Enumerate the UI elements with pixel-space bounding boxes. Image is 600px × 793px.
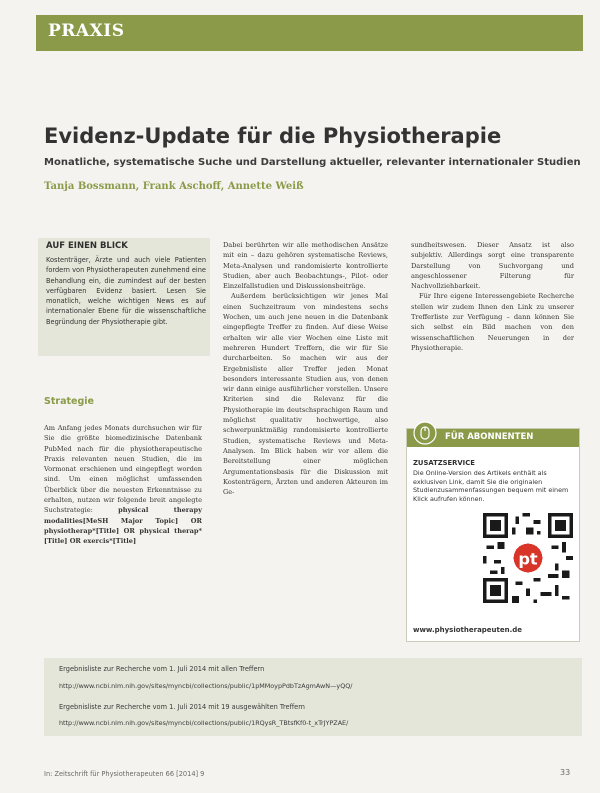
all-results-link[interactable]: http://www.ncbi.nlm.nih.gov/sites/myncbi/collections/public/1pMMoypPdbTzAgmAwN—yQQ/ [59,682,353,690]
column-3 [411,240,574,353]
column-2 [223,240,388,497]
search-query: physical therapy modalities[MeSH Major Topic] OR physiotherap*[Title] OR physical therap*[Title] OR exercis*[Title] [44,506,202,546]
column-2-paragraph-2: Außerdem berücksichtigen wir jenes Mal einen Suchzeitraum von mindestens sechs Wochen, um auch jene neuen in die Datenbank eingepflegte Treffer zu finden. Auf diese Weise erhalten wir alle vier Wochen eine Liste mit mehreren Hundert Treffern, die wir für Sie durcharbeiten. So machen wir aus der Ergebnisliste aller Treffer jeden Monat besonders interessante Studien aus, von denen wir dann einige ausführlicher vorstellen. Unsere Kriterien sind die Relevanz für die Physiotherapie im deutschsprachigen Raum und möglichst qualitativ hochwertige, also schwerpunktmäßig randomisierte kontrollierte Studien, systematische Reviews und Meta-Analysen. Im Blick haben wir vor allem die Bereitstellung einer möglichen Argumentationsbasis für die Diskussion mit Kostenträgern, Ärzten und anderen Akteuren im Ge- [223,292,388,497]
glance-text: Kostenträger, Ärzte und auch viele Patienten fordern von Physiotherapeuten zunehmend eine Behandlung ein, die zumindest auf der besten verfügbaren Evidenz basiert. Lesen Sie monatlich, welche wichtigen News es auf internationaler Ebene für die wissenschaftliche Begründung der Physiotherapie gibt. [46,256,206,326]
column-1 [44,423,202,547]
search-results-box [44,658,582,736]
qr-code[interactable] [483,513,573,603]
service-label: ZUSATZSERVICE [413,459,475,467]
selected-results-label: Ergebnisliste zur Recherche vom 1. Juli 2014 mit 19 ausgewählten Treffern [59,703,305,711]
strategie-text: Am Anfang jedes Monats durchsuchen wir für Sie die größte biomedizinische Datenbank PubMed nach für die physiotherapeutische Praxis relevanten neuen Studien, die im Vormonat erschienen und eingepflegt worden sind. Um einen möglichst umfassenden Überblick über die neuesten Erkenntnisse zu erhalten, nutzen wir folgende breit angelegte Suchstrategie: [44,424,202,515]
article-subtitle: Monatliche, systematische Suche und Darstellung aktueller, relevanter internationaler Studien [44,157,581,168]
selected-results-link[interactable]: http://www.ncbi.nlm.nih.gov/sites/myncbi/collections/public/1RQysR_TBtsfKf0-t_xTrJYPZAE/ [59,719,349,727]
subscriber-box [406,428,580,642]
article-title: Evidenz-Update für die Physiotherapie [44,124,502,148]
column-3-paragraph-1: sundheitswesen. Dieser Ansatz ist also subjektiv. Allerdings sorgt eine transparente Darstellung von Suchvorgang und angeschlossener Filterung für Nachvollziehbarkeit. [411,241,574,291]
strategie-heading: Strategie [44,396,94,407]
subscriber-heading: FÜR ABONNENTEN [445,432,534,442]
column-2-paragraph-1: Dabei berührten wir alle methodischen Ansätze mit ein – dazu gehören systematische Reviews, Meta-Analysen und randomisierte kontrollierte Studien, aber auch Beobachtungs-, Pilot- oder Einzelfallstudien und Diskussionsbeiträge. [223,241,388,291]
journal-citation: In: Zeitschrift für Physiotherapeuten 66 [2014] 9 [44,770,205,778]
section-header [36,15,583,51]
article-authors: Tanja Bossmann, Frank Aschoff, Annette Weiß [44,181,304,192]
column-3-paragraph-2: Für Ihre eigene Interessengebiete Recherche stellen wir zudem Ihnen den Link zu unserer Trefferliste zur Verfügung – dann können Sie sich selbst ein Bild machen von den wissenschaftlichen Neuerungen in der Physiotherapie. [411,292,574,352]
section-label: PRAXIS [48,21,125,41]
subscriber-band [407,429,579,447]
mouse-click-icon [413,421,437,445]
website-link[interactable]: www.physiotherapeuten.de [413,626,523,634]
page-number: 33 [560,768,571,777]
all-results-label: Ergebnisliste zur Recherche vom 1. Juli 2014 mit allen Treffern [59,665,265,673]
glance-heading: AUF EINEN BLICK [46,241,128,251]
service-text: Die Online-Version des Artikels enthält als exklusiven Link, damit Sie die originalen Studienzusammenfassungen bequem mit einem Klick aufrufen können. [413,469,569,503]
at-a-glance-box [38,238,210,356]
svg-text:pt: pt [518,549,538,569]
